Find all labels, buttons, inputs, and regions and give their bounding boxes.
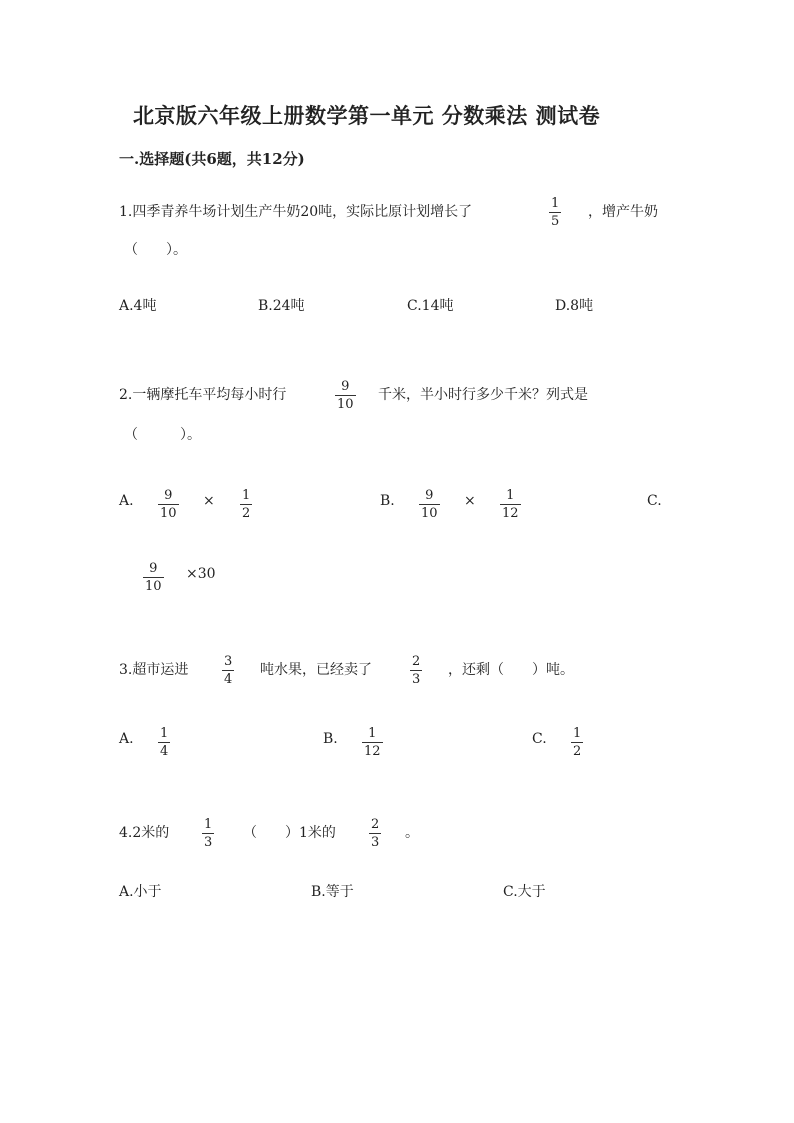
q4-fraction-2 [369,817,381,850]
numerator: 1 [160,726,169,741]
numerator: 9 [425,488,434,503]
numerator: 9 [149,561,158,576]
q1-fraction [549,196,561,229]
denominator: 10 [421,506,438,521]
q4-stem-cont: （ ）1米的 [243,825,336,841]
q1-stem: 1.四季青养牛场计划生产牛奶20吨，实际比原计划增长了 [119,204,473,220]
denominator: 10 [145,579,162,594]
q2-option-c-rest: ×30 [186,566,216,582]
q3-stem-cont: 吨水果，已经卖了 [260,662,372,678]
q3-fraction-1 [222,654,234,687]
q1-option-d[interactable]: D.8吨 [555,298,594,314]
q3-option-b-label[interactable]: B. [323,731,338,747]
numerator: 3 [224,654,233,669]
section-heading: 一.选择题(共6题，共12分) [119,150,305,168]
q2-option-b-label[interactable]: B. [380,493,395,509]
q2-fraction [335,379,356,412]
q2-option-a-label[interactable]: A. [119,493,134,509]
denominator: 4 [224,672,233,687]
q2-option-c-label[interactable]: C. [647,493,662,509]
q1-option-c[interactable]: C.14吨 [407,298,454,314]
denominator: 10 [160,506,177,521]
denominator: 3 [412,672,421,687]
q1-option-b[interactable]: B.24吨 [258,298,305,314]
denominator: 3 [371,835,380,850]
q4-fraction-1 [202,817,214,850]
q1-blank: （ ）。 [124,242,187,258]
q2-option-a-fraction-1 [158,488,179,521]
q4-option-b[interactable]: B.等于 [311,884,354,900]
q4-option-c[interactable]: C.大于 [503,884,546,900]
q3-option-c-label[interactable]: C. [532,731,547,747]
q2-option-a-fraction-2 [240,488,252,521]
numerator: 1 [368,726,377,741]
q3-fraction-2 [410,654,422,687]
q2-option-b-operator: × [464,493,476,509]
denominator: 10 [337,397,354,412]
numerator: 1 [551,196,560,211]
numerator: 1 [204,817,213,832]
q3-option-a-fraction [158,726,170,759]
q4-stem-end: 。 [405,825,419,841]
q2-blank: （ ）。 [124,427,201,443]
q2-option-b-fraction-1 [419,488,440,521]
numerator: 2 [412,654,421,669]
q2-stem-cont: 千米，半小时行多少千米？列式是 [378,387,588,403]
q4-option-a[interactable]: A.小于 [119,884,162,900]
page-title: 北京版六年级上册数学第一单元 分数乘法 测试卷 [133,103,601,128]
q1-option-a[interactable]: A.4吨 [119,298,157,314]
q3-stem-end: ，还剩（ ）吨。 [448,662,574,678]
denominator: 12 [502,506,519,521]
numerator: 9 [164,488,173,503]
numerator: 1 [573,726,582,741]
q1-stem-cont: ，增产牛奶 [588,204,658,220]
q3-option-b-fraction [362,726,383,759]
numerator: 1 [242,488,251,503]
q2-option-a-operator: × [203,493,215,509]
q2-stem: 2.一辆摩托车平均每小时行 [119,387,287,403]
q2-option-b-fraction-2 [500,488,521,521]
q2-option-c-fraction [143,561,164,594]
denominator: 5 [551,214,560,229]
denominator: 12 [364,744,381,759]
denominator: 4 [160,744,169,759]
numerator: 1 [506,488,515,503]
q3-option-c-fraction [571,726,583,759]
q3-stem: 3.超市运进 [119,662,189,678]
q4-stem: 4.2米的 [119,825,170,841]
denominator: 3 [204,835,213,850]
q3-option-a-label[interactable]: A. [119,731,134,747]
denominator: 2 [242,506,251,521]
numerator: 2 [371,817,380,832]
numerator: 9 [341,379,350,394]
denominator: 2 [573,744,582,759]
